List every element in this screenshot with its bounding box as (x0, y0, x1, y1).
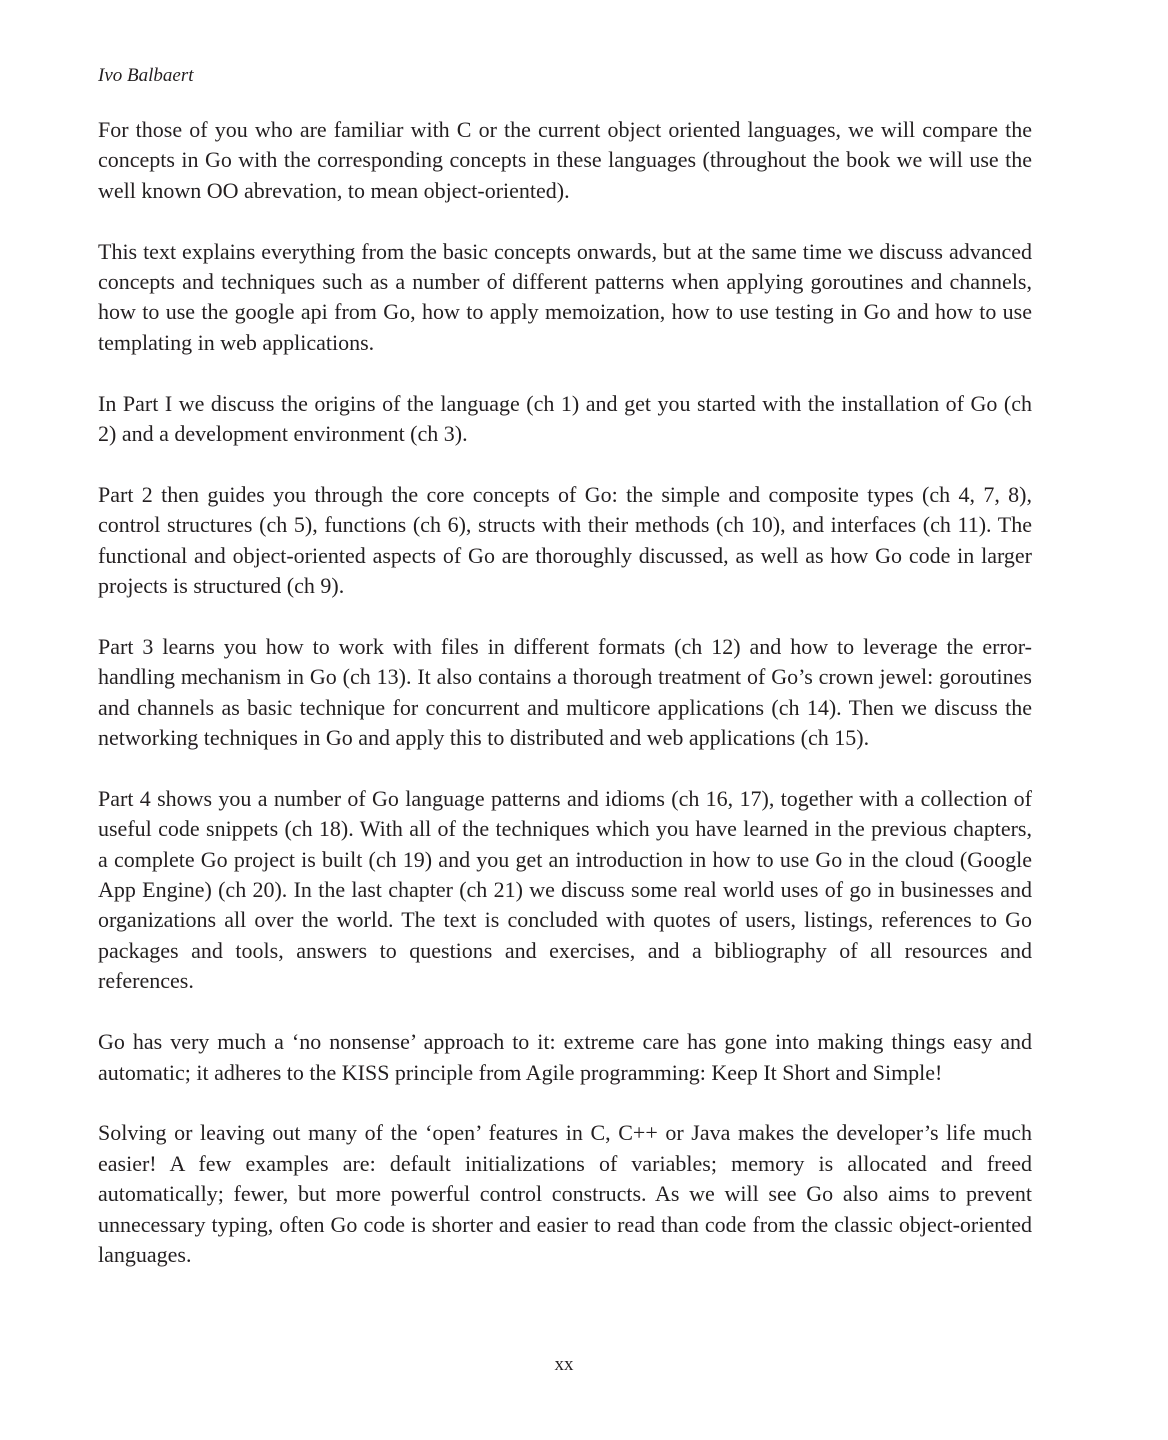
running-head-author: Ivo Balbaert (98, 65, 194, 86)
paragraph-part-2: Part 2 then guides you through the core concepts of Go: the simple and composite types (ch 4, 7, 8), control structures (ch 5), functions (ch 6), structs with their methods (ch 10), and interfaces (ch 11). The functional and object-oriented aspects of Go are thoroughly discussed, as well as how Go code in larger projects is structured (ch 9). (98, 481, 1032, 599)
paragraph-part-1: In Part I we discuss the origins of the language (ch 1) and get you started with the installation of Go (ch 2) and a development environment (ch 3). (98, 390, 1032, 447)
page-number: xx (554, 1354, 574, 1375)
paragraph-scope: This text explains everything from the basic concepts onwards, but at the same time we discuss advanced concepts and techniques such as a number of different patterns when applying goroutines and channels, how to use the google api from Go, how to apply memoization, how to use testing in Go and how to use templating in web applications. (98, 238, 1032, 355)
paragraph-intro-comparison: For those of you who are familiar with C or the current object oriented languages, we will compare the concepts in Go with the corresponding concepts in these languages (throughout the book we will use the well known OO abrevation, to mean object-oriented). (98, 117, 1032, 203)
paragraph-part-4: Part 4 shows you a number of Go language patterns and idioms (ch 16, 17), together with a collection of useful code snippets (ch 18). With all of the techniques which you have learned in the previous chapters, a complete Go project is built (ch 19) and you get an introduction in how to use Go in the cloud (Google App Engine) (ch 20). In the last chapter (ch 21) we discuss some real world uses of go in businesses and organizations all over the world. The text is concluded with quotes of users, listings, references to Go packages and tools, answers to questions and exercises, and a bibliography of all resources and references. (98, 785, 1032, 994)
body-text (98, 115, 1032, 1301)
paragraph-open-features: Solving or leaving out many of the ‘open’ features in C, C++ or Java makes the developer’s life much easier! A few examples are: default initializations of variables; memory is allocated and freed automatically; fewer, but more powerful control constructs. As we will see Go also aims to prevent unnecessary typing, often Go code is shorter and easier to read than code from the classic object-oriented languages. (98, 1120, 1032, 1267)
paragraph-part-3: Part 3 learns you how to work with files in different formats (ch 12) and how to leverage the error-handling mechanism in Go (ch 13). It also contains a thorough treatment of Go’s crown jewel: goroutines and channels as basic technique for concurrent and multicore applications (ch 14). Then we discuss the networking techniques in Go and apply this to distributed and web applications (ch 15). (98, 633, 1032, 751)
paragraph-no-nonsense: Go has very much a ‘no nonsense’ approach to it: extreme care has gone into making things easy and automatic; it adheres to the KISS principle from Agile programming: Keep It Short and Simple! (98, 1029, 1032, 1085)
